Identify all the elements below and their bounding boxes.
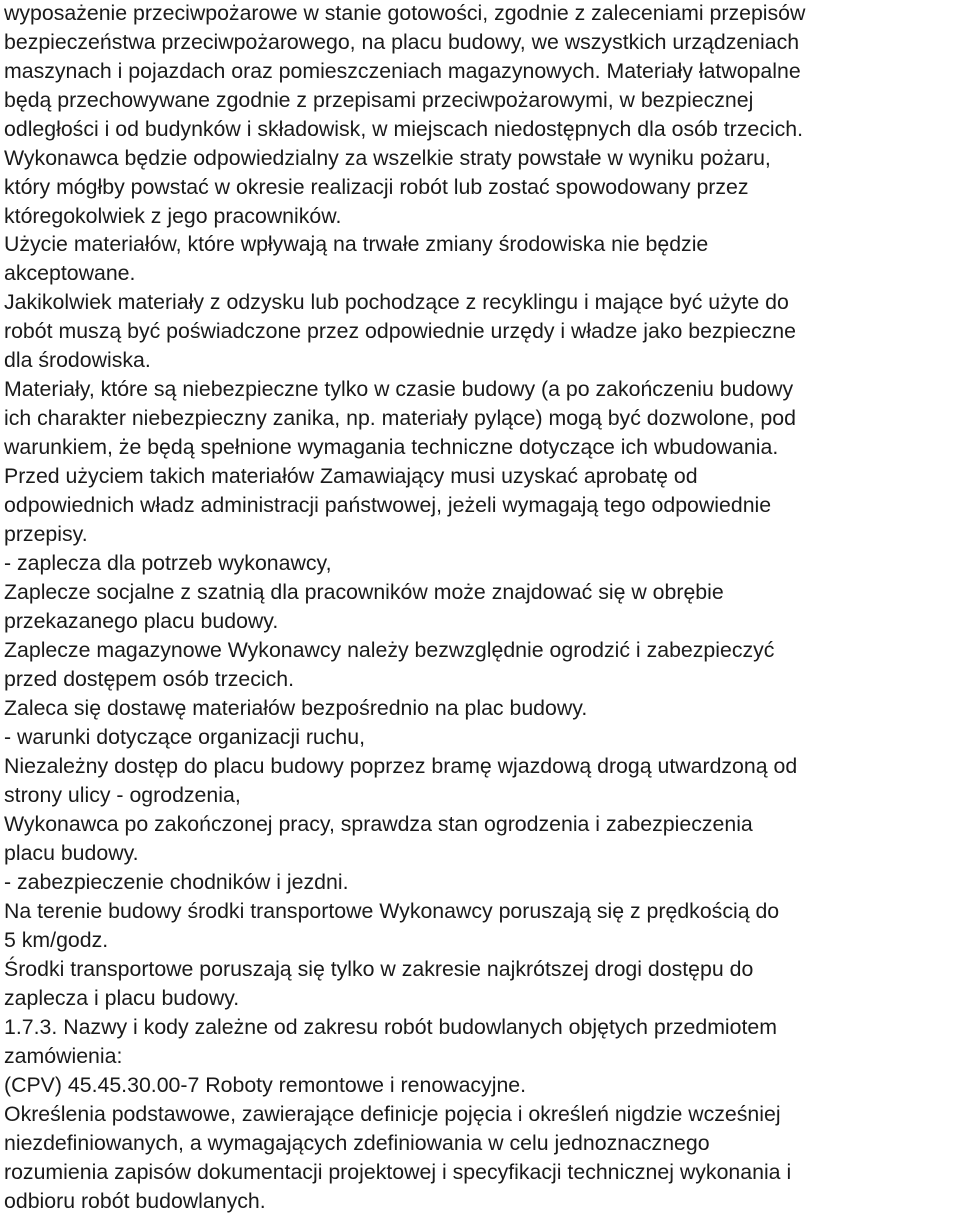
text-line: - warunki dotyczące organizacji ruchu, bbox=[4, 725, 366, 749]
text-line: któregokolwiek z jego pracowników. bbox=[4, 204, 342, 228]
text-line: zamówienia: bbox=[4, 1044, 123, 1068]
text-line: strony ulicy - ogrodzenia, bbox=[4, 783, 241, 807]
text-line: Użycie materiałów, które wpływają na trwałe zmiany środowiska nie będzie bbox=[4, 232, 709, 256]
text-line: odpowiednich władz administracji państwowej, jeżeli wymagają tego odpowiednie bbox=[4, 493, 772, 517]
text-line: przekazanego placu budowy. bbox=[4, 609, 279, 633]
text-line: odbioru robót budowlanych. bbox=[4, 1189, 266, 1213]
text-line: placu budowy. bbox=[4, 841, 139, 865]
text-line: zaplecza i placu budowy. bbox=[4, 986, 240, 1010]
text-line: Zaplecze socjalne z szatnią dla pracowników może znajdować się w obrębie bbox=[4, 580, 724, 604]
text-line: który mógłby powstać w okresie realizacji robót lub zostać spowodowany przez bbox=[4, 175, 749, 199]
text-line: Zaplecze magazynowe Wykonawcy należy bezwzględnie ogrodzić i zabezpieczyć bbox=[4, 638, 775, 662]
text-line: będą przechowywane zgodnie z przepisami przeciwpożarowymi, w bezpiecznej bbox=[4, 88, 754, 112]
text-line: odległości i od budynków i składowisk, w miejscach niedostępnych dla osób trzecich. bbox=[4, 117, 804, 141]
text-line: (CPV) 45.45.30.00-7 Roboty remontowe i renowacyjne. bbox=[4, 1073, 527, 1097]
text-line: Wykonawca będzie odpowiedzialny za wszelkie straty powstałe w wyniku pożaru, bbox=[4, 146, 771, 170]
text-line: przed dostępem osób trzecich. bbox=[4, 667, 295, 691]
text-line: - zaplecza dla potrzeb wykonawcy, bbox=[4, 551, 332, 575]
text-line: wyposażenie przeciwpożarowe w stanie gotowości, zgodnie z zaleceniami przepisów bbox=[4, 1, 806, 25]
text-line: robót muszą być poświadczone przez odpowiednie urzędy i władze jako bezpieczne bbox=[4, 319, 796, 343]
text-line: Zaleca się dostawę materiałów bezpośrednio na plac budowy. bbox=[4, 696, 588, 720]
text-line: Niezależny dostęp do placu budowy poprzez bramę wjazdową drogą utwardzoną od bbox=[4, 754, 798, 778]
text-line: rozumienia zapisów dokumentacji projektowej i specyfikacji technicznej wykonania i bbox=[4, 1160, 792, 1184]
text-line: 5 km/godz. bbox=[4, 928, 109, 952]
text-line: maszynach i pojazdach oraz pomieszczeniach magazynowych. Materiały łatwopalne bbox=[4, 59, 801, 83]
text-line: Przed użyciem takich materiałów Zamawiający musi uzyskać aprobatę od bbox=[4, 464, 698, 488]
text-line: akceptowane. bbox=[4, 261, 136, 285]
text-line: warunkiem, że będą spełnione wymagania techniczne dotyczące ich wbudowania. bbox=[4, 435, 779, 459]
text-line: przepisy. bbox=[4, 522, 88, 546]
text-line: Wykonawca po zakończonej pracy, sprawdza stan ogrodzenia i zabezpieczenia bbox=[4, 812, 753, 836]
text-line: Jakikolwiek materiały z odzysku lub pochodzące z recyklingu i mające być użyte do bbox=[4, 290, 789, 314]
text-line: Na terenie budowy środki transportowe Wykonawcy poruszają się z prędkością do bbox=[4, 899, 780, 923]
text-line: dla środowiska. bbox=[4, 348, 151, 372]
text-line: niezdefiniowanych, a wymagających zdefiniowania w celu jednoznacznego bbox=[4, 1131, 710, 1155]
text-line: 1.7.3. Nazwy i kody zależne od zakresu robót budowlanych objętych przedmiotem bbox=[4, 1015, 778, 1039]
text-line: - zabezpieczenie chodników i jezdni. bbox=[4, 870, 349, 894]
text-line: ich charakter niebezpieczny zanika, np. materiały pylące) mogą być dozwolone, pod bbox=[4, 406, 796, 430]
text-line: Środki transportowe poruszają się tylko w zakresie najkrótszej drogi dostępu do bbox=[4, 957, 754, 981]
text-line: bezpieczeństwa przeciwpożarowego, na placu budowy, we wszystkich urządzeniach bbox=[4, 30, 800, 54]
text-line: Określenia podstawowe, zawierające definicje pojęcia i określeń nigdzie wcześniej bbox=[4, 1102, 781, 1126]
text-line: Materiały, które są niebezpieczne tylko w czasie budowy (a po zakończeniu budowy bbox=[4, 377, 794, 401]
